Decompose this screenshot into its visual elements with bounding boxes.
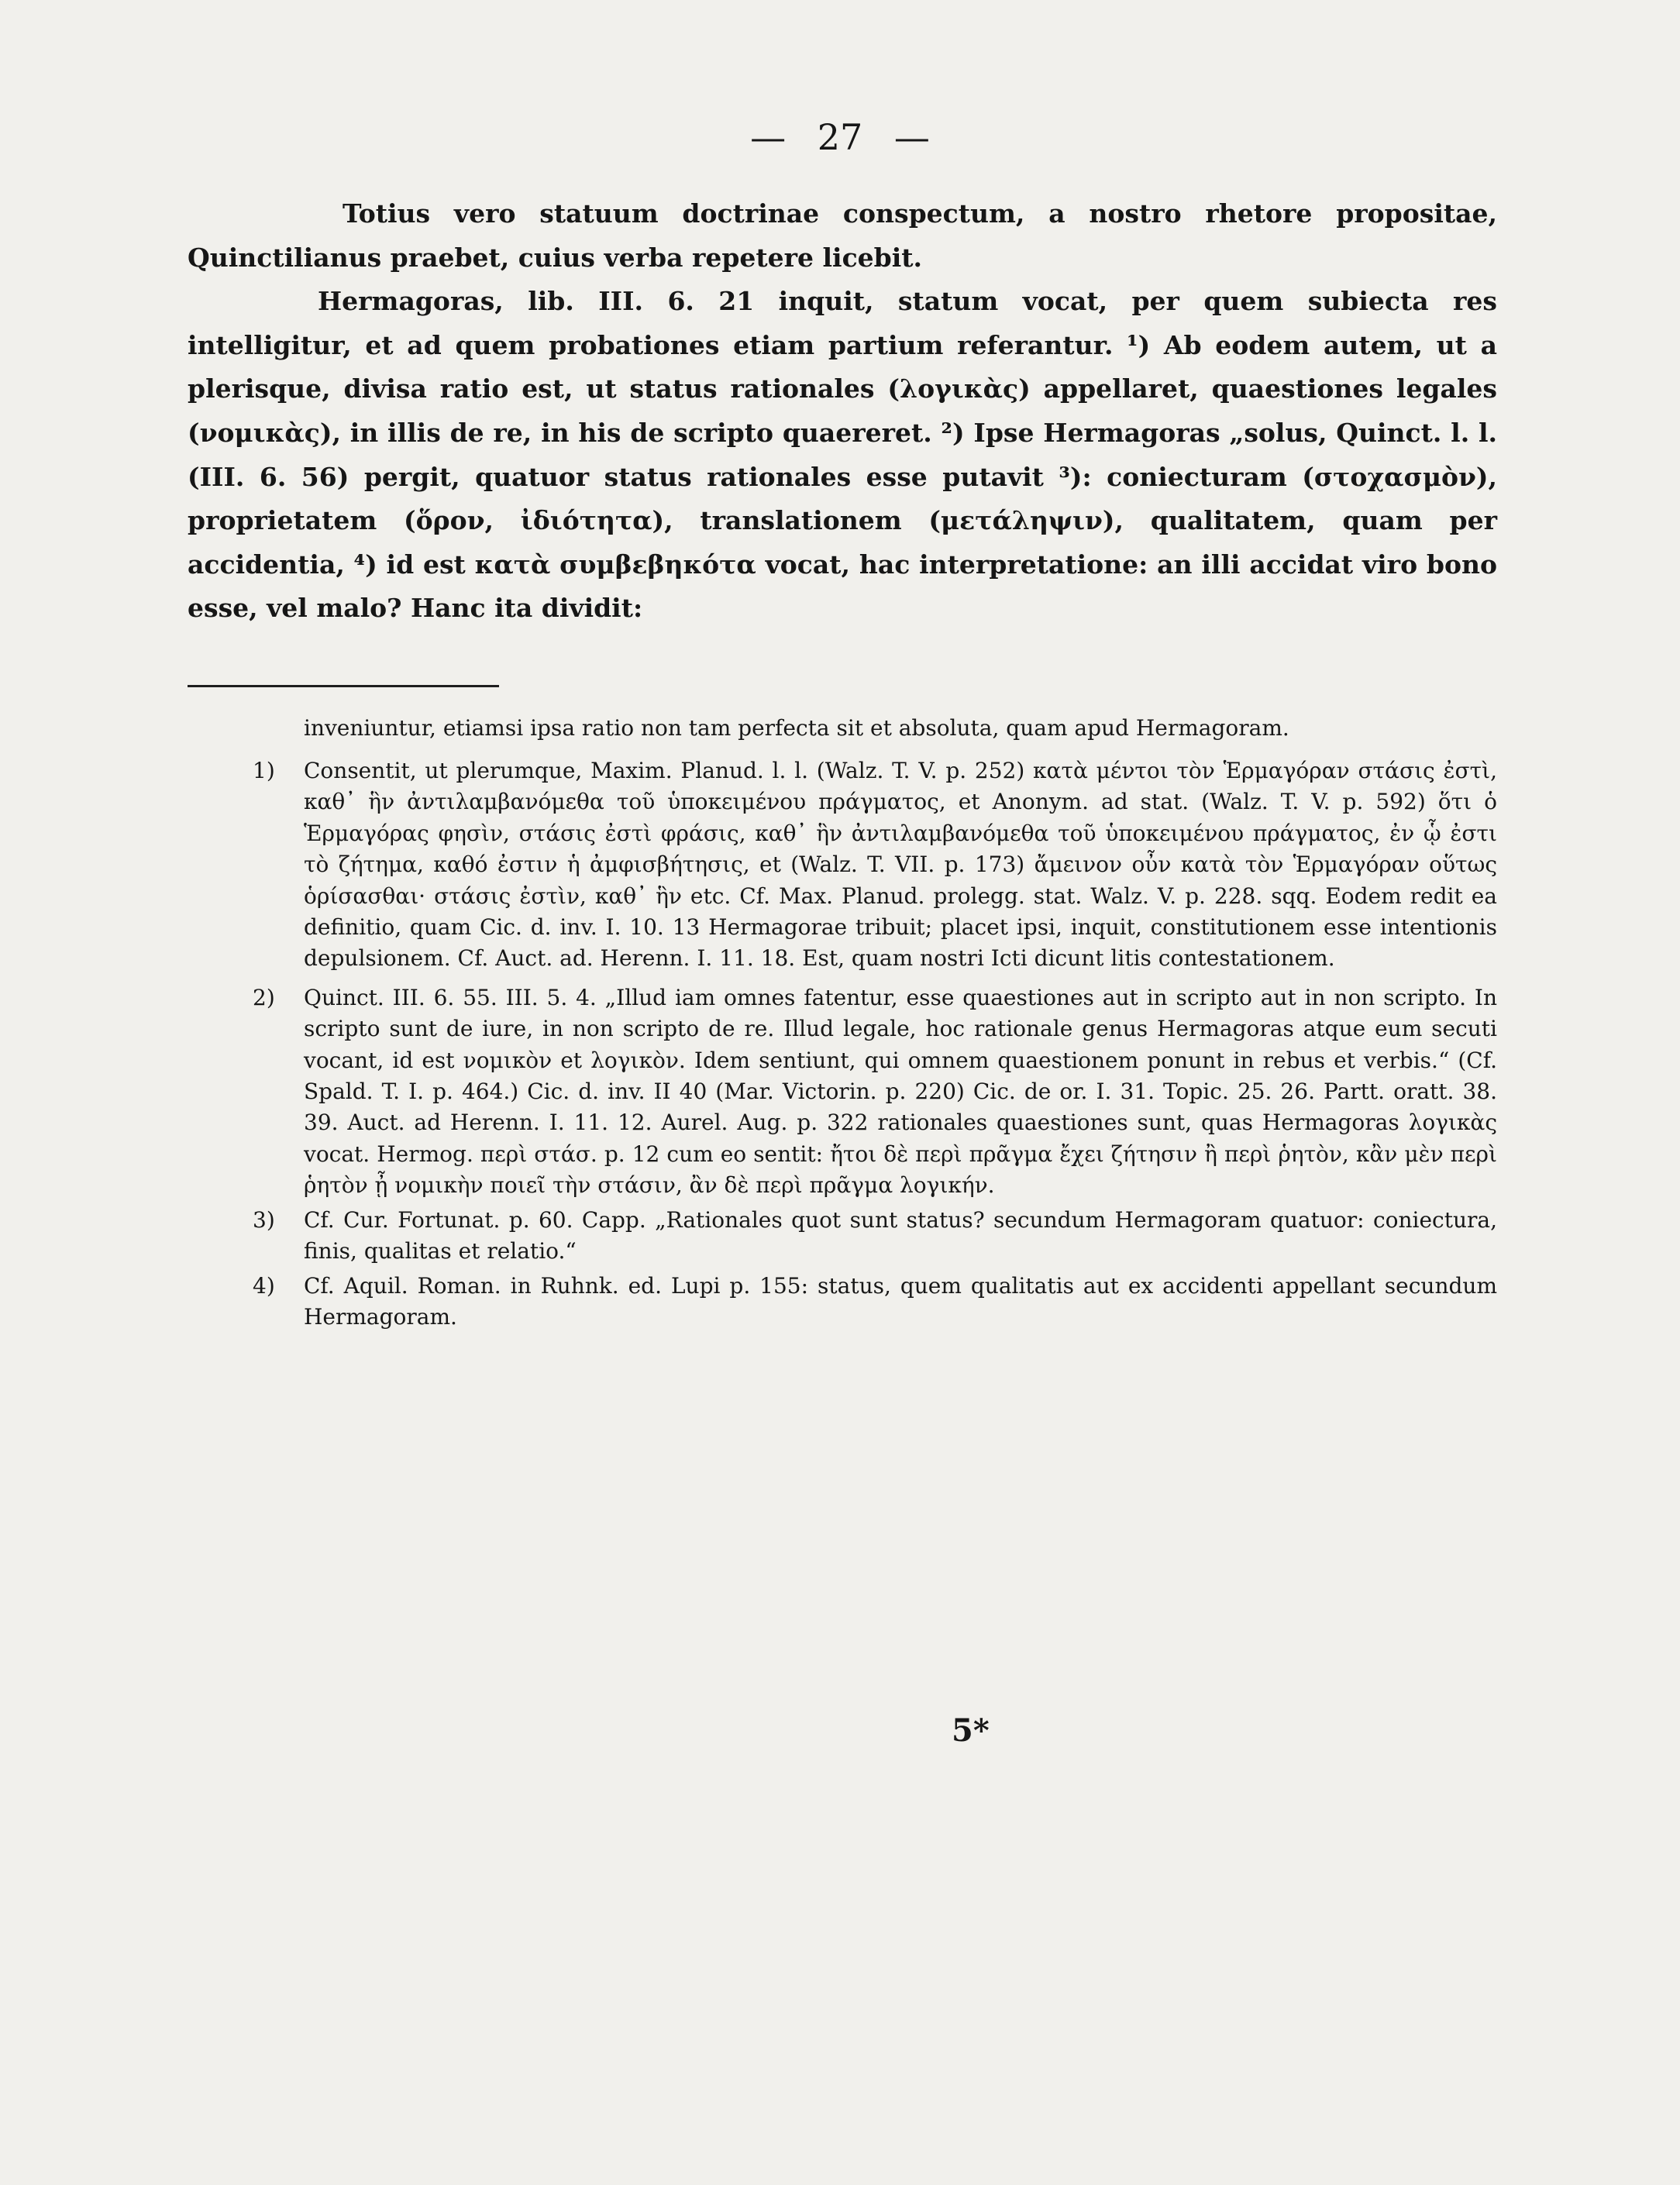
footnotes	[253, 711, 1497, 1333]
main-text	[188, 192, 1497, 631]
footnote-4	[253, 1271, 1497, 1333]
footnote-marker: 4)	[253, 1272, 275, 1299]
footnote-list	[253, 755, 1497, 1333]
page-number: — 27 —	[750, 116, 930, 158]
footnote-3	[253, 1205, 1497, 1268]
footnote-2	[253, 982, 1497, 1202]
footnote-continued: inveniuntur, etiamsi ipsa ratio non tam perfecta sit et absoluta, quam apud Hermagoram.	[304, 715, 1289, 741]
footnote-1	[253, 755, 1497, 975]
footnote-text: Quinct. III. 6. 55. III. 5. 4. „Illud iam omnes fatentur, esse quaestiones aut in scripto aut in non scripto. In scripto sunt de iure, in non scripto de re. Illud legale, hoc rationale genus Hermagoras atque eum secuti vocant, id est νομικὸν et λογικὸν. Idem sentiunt, qui omnem quaestionem ponunt in rebus et verbis.“ (Cf. Spald. T. I. p. 464.) Cic. d. inv. II 40 (Mar. Victorin. p. 220) Cic. de or. I. 31. Topic. 25. 26. Partt. oratt. 38. 39. Auct. ad Herenn. I. 11. 12. Aurel. Aug. p. 322 rationales quaestiones sunt, quas Hermagoras λογικὰς vocat. Hermog. περὶ στάσ. p. 12 cum eo sentit: ἤτοι δὲ περὶ πρᾶγμα ἔχει ζήτησιν ἢ περὶ ῥητὸν, κἂν μὲν περὶ ῥητὸν ᾖ νομικὴν ποιεῖ τὴν στάσιν, ἂν δὲ περὶ πρᾶγμα λογικήν.	[304, 984, 1497, 1199]
signature-mark: 5*	[952, 1712, 990, 1749]
footnote-text: Cf. Aquil. Roman. in Ruhnk. ed. Lupi p. 155: status, quem qualitatis aut ex accidenti appellant secundum Hermagoram.	[304, 1272, 1497, 1330]
footnote-marker: 1)	[253, 758, 275, 783]
footnote-separator	[188, 685, 499, 687]
paragraph-intro: Totius vero statuum doctrinae conspectum, a nostro rhetore propositae, Quinctilianus praebet, cuius verba repetere licebit.	[188, 198, 1497, 273]
footnote-text: Consentit, ut plerumque, Maxim. Planud. l. l. (Walz. T. V. p. 252) κατὰ μέντοι τὸν Ἑρμαγόραν στάσις ἐστὶ, καθ᾽ ἣν ἀντιλαμβανόμεθα τοῦ ὑποκειμένου πράγματος, et Anonym. ad stat. (Walz. T. V. p. 592) ὅτι ὁ Ἑρμαγόρας φησὶν, στάσις ἐστὶ φράσις, καθ᾽ ἣν ἀντιλαμβανόμεθα τοῦ ὑποκειμένου πράγματος, ἐν ᾧ ἐστι τὸ ζήτημα, καθό ἐστιν ἡ ἀμφισβήτησις, et (Walz. T. VII. p. 173) ἄμεινον οὖν κατὰ τὸν Ἑρμαγόραν οὕτως ὁρίσασθαι· στάσις ἐστὶν, καθ᾽ ἣν etc. Cf. Max. Planud. prolegg. stat. Walz. V. p. 228. sqq. Eodem redit ea definitio, quam Cic. d. inv. I. 10. 13 Hermagorae tribuit; placet ipsi, inquit, constitutionem esse intentionis depulsionem. Cf. Auct. ad. Herenn. I. 11. 18. Est, quam nostri Icti dicunt litis contestationem.	[304, 758, 1497, 972]
paragraph-hermagoras: Hermagoras, lib. III. 6. 21 inquit, statum vocat, per quem subiecta res intelligitur, et ad quem probationes etiam partium referantur. ¹) Ab eodem autem, ut a plerisque, divisa ratio est, ut status rationales (λογικὰς) appellaret, quaestiones legales (νομικὰς), in illis de re, in his de scripto quaereret. ²) Ipse Hermagoras „solus, Quinct. l. l. (III. 6. 56) pergit, quatuor status rationales esse putavit ³): coniecturam (στοχασμὸν), proprietatem (ὅρον, ἰδιότητα), translationem (μετάληψιν), qualitatem, quam per accidentia, ⁴) id est κατὰ συμβεβηκότα vocat, hac interpretatione: an illi accidat viro bono esse, vel malo? Hanc ita dividit:	[188, 286, 1497, 624]
footnote-marker: 3)	[253, 1206, 275, 1233]
footnote-marker: 2)	[253, 984, 275, 1010]
footnote-text: Cf. Cur. Fortunat. p. 60. Capp. „Rationales quot sunt status? secundum Hermagoram quatuor: coniectura, finis, qualitas et relatio.“	[304, 1206, 1497, 1265]
